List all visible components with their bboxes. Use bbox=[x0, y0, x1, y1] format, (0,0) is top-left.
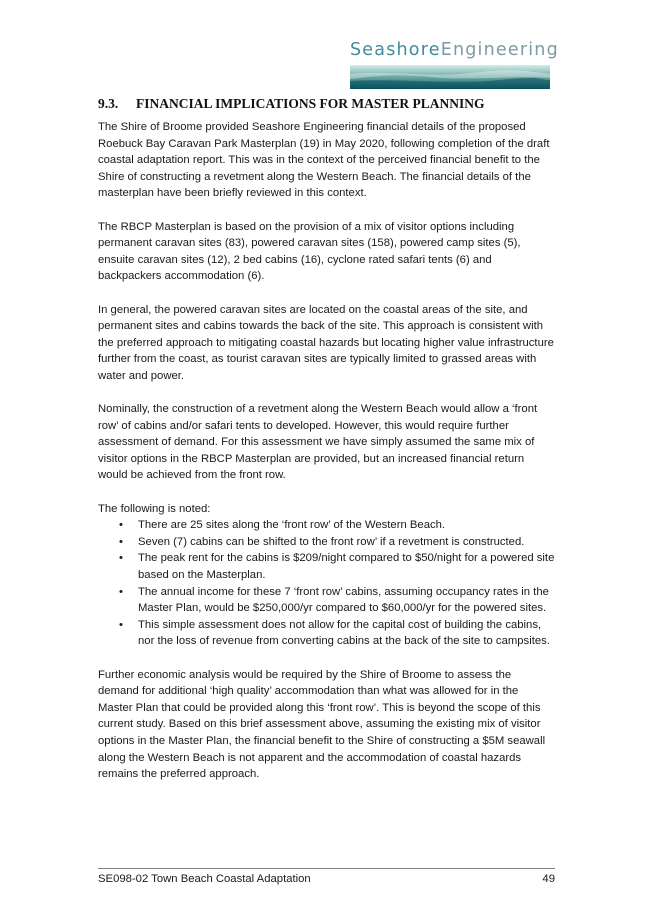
list-item bbox=[98, 584, 555, 617]
paragraph-2: The RBCP Masterplan is based on the provision of a mix of visitor options including permanent caravan sites (83), powered caravan sites (158), powered camp sites (5), ensuite caravan sites (12), 2 bed cabins (16), cyclone rated safari tents (6) and backpackers accommodation (6). bbox=[98, 220, 521, 283]
section-title: FINANCIAL IMPLICATIONS FOR MASTER PLANNING bbox=[136, 96, 485, 111]
bullet-icon: • bbox=[119, 535, 123, 548]
footer-divider bbox=[98, 868, 555, 869]
page-number: 49 bbox=[542, 873, 555, 885]
bullet-icon: • bbox=[119, 585, 123, 598]
list-item-text: This simple assessment does not allow for the capital cost of building the cabins, nor the loss of revenue from converting cabins at the back of the site to campsites. bbox=[138, 618, 550, 648]
section-number: 9.3. bbox=[98, 96, 119, 111]
list-item-text: Seven (7) cabins can be shifted to the front row’ if a revetment is constructed. bbox=[138, 535, 525, 548]
list-item bbox=[98, 534, 555, 551]
footer-document-title: SE098-02 Town Beach Coastal Adaptation bbox=[98, 873, 311, 885]
list-item-text: There are 25 sites along the ‘front row’ of the Western Beach. bbox=[138, 519, 446, 532]
logo-word-engineering: Engineering bbox=[440, 40, 559, 60]
list-item bbox=[98, 617, 555, 650]
bullet-icon: • bbox=[119, 519, 123, 532]
list-item bbox=[98, 517, 555, 534]
page-footer bbox=[98, 868, 555, 887]
conclusion-paragraph: Further economic analysis would be required by the Shire of Broome to assess the demand for additional ‘high quality’ accommodation than what was allowed for in the Master Plan that could be provided along this ‘front row’. This is beyond the scope of this current study. Based on this brief assessment above, assuming the existing mix of visitor options in the Master Plan, the financial benefit to the Shire of constructing a $5M seawall along the Western Beach is not apparent and the accommodation of coastal hazards remains the preferred approach. bbox=[98, 668, 546, 781]
section-heading bbox=[98, 96, 555, 112]
list-item-text: The annual income for these 7 ‘front row’ cabins, assuming occupancy rates in the Master Plan, would be $250,000/yr compared to $60,000/yr for the powered sites. bbox=[138, 585, 549, 615]
paragraph-4: Nominally, the construction of a revetment along the Western Beach would allow a ‘front row’ of cabins and/or safari tents to developed. However, this would require further assessment of demand. For this assessment we have simply assumed the same mix of visitor options in the RBCP Masterplan are provided, but an increased financial return would be achieved from the front row. bbox=[98, 403, 538, 482]
company-logo bbox=[350, 40, 559, 89]
notes-intro: The following is noted: bbox=[98, 502, 211, 515]
bullet-icon: • bbox=[119, 618, 123, 631]
logo-wordmark bbox=[350, 40, 559, 60]
logo-word-seashore: Seashore bbox=[350, 40, 441, 60]
notes-list bbox=[98, 517, 555, 650]
list-item-text: The peak rent for the cabins is $209/night compared to $50/night for a powered site based on the Masterplan. bbox=[138, 552, 555, 582]
paragraph-3: In general, the powered caravan sites are located on the coastal areas of the site, and permanent sites and cabins towards the back of the site. This approach is consistent with the preferred approach to mitigating coastal hazards but locating higher value infrastructure further from the coast, as tourist caravan sites are typically limited to grassed areas with water and power. bbox=[98, 303, 554, 382]
list-item bbox=[98, 550, 555, 583]
bullet-icon: • bbox=[119, 552, 123, 565]
page-body bbox=[98, 96, 555, 799]
logo-wave-band bbox=[350, 65, 550, 89]
paragraph-1: The Shire of Broome provided Seashore Engineering financial details of the proposed Roebuck Bay Caravan Park Masterplan (19) in May 2020, following completion of the draft coastal adaptation report. This was in the context of the perceived financial benefit to the Shire of constructing a revetment along the Western Beach. The financial details of the masterplan have been briefly reviewed in this context. bbox=[98, 121, 550, 200]
